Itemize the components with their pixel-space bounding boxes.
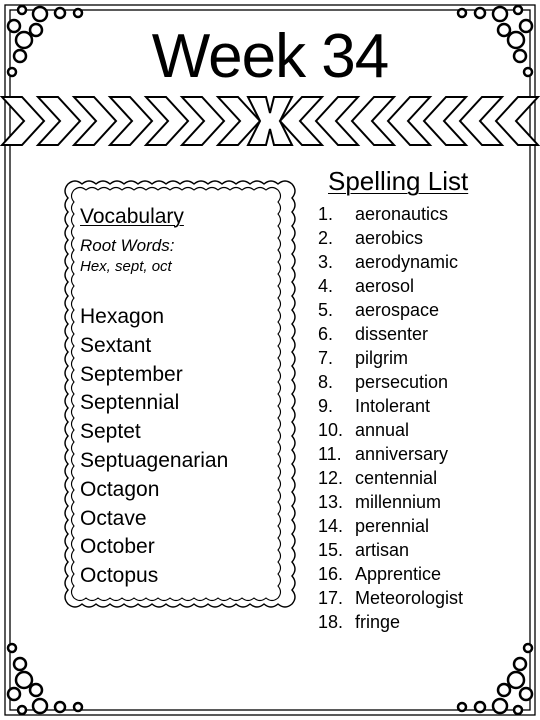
spelling-word: fringe — [355, 612, 401, 632]
spelling-item — [318, 538, 463, 562]
spelling-number: 4. — [318, 276, 334, 296]
vocabulary-heading: Vocabulary — [80, 205, 184, 228]
spelling-number: 14. — [318, 516, 344, 536]
spelling-item — [318, 586, 463, 610]
spelling-word: dissenter — [355, 324, 429, 344]
vocabulary-word: October — [80, 535, 155, 559]
spelling-word: Apprentice — [355, 564, 442, 584]
flower-corner-bottom-left-icon — [8, 644, 82, 714]
spelling-list-heading: Spelling List — [328, 166, 469, 196]
spelling-number: 17. — [318, 588, 344, 608]
spelling-item — [318, 346, 463, 370]
spelling-number: 9. — [318, 396, 334, 416]
spelling-number: 10. — [318, 420, 344, 440]
spelling-item — [318, 394, 463, 418]
spelling-word: anniversary — [355, 444, 449, 464]
vocabulary-word: Septennial — [80, 391, 180, 415]
spelling-number: 11. — [318, 444, 342, 464]
spelling-number: 13. — [318, 492, 344, 512]
spelling-word: pilgrim — [355, 348, 409, 368]
vocabulary-word: Septuagenarian — [80, 448, 229, 472]
spelling-number: 3. — [318, 252, 334, 272]
root-words-list: Hex, sept, oct — [80, 258, 172, 275]
root-words-label: Root Words: — [80, 236, 175, 255]
spelling-item — [318, 514, 463, 538]
spelling-word: annual — [355, 420, 410, 440]
vocabulary-word-list — [80, 303, 228, 591]
vocabulary-word: Octagon — [80, 477, 160, 501]
vocabulary-word: Septet — [80, 420, 141, 444]
spelling-number: 18. — [318, 612, 344, 632]
spelling-word: aerodynamic — [355, 252, 459, 272]
spelling-item — [318, 202, 463, 226]
spelling-item — [318, 370, 463, 394]
spelling-word: centennial — [355, 468, 438, 488]
spelling-item — [318, 466, 463, 490]
vocabulary-word: Octave — [80, 506, 147, 530]
chevron-banner — [0, 95, 540, 147]
spelling-word: aerosol — [355, 276, 415, 296]
spelling-item — [318, 322, 463, 346]
chevron-right-icon — [2, 97, 44, 145]
spelling-word-list — [318, 202, 463, 634]
spelling-word: aeronautics — [355, 204, 449, 224]
spelling-number: 7. — [318, 348, 334, 368]
vocabulary-word: Hexagon — [80, 305, 165, 328]
spelling-number: 15. — [318, 540, 344, 560]
page-title: Week 34 — [151, 22, 389, 91]
spelling-item — [318, 442, 463, 466]
spelling-word: perennial — [355, 516, 430, 536]
spelling-item — [318, 490, 463, 514]
spelling-item — [318, 250, 463, 274]
vocabulary-word: September — [80, 362, 183, 386]
spelling-item — [318, 274, 463, 298]
spelling-word: millennium — [355, 492, 442, 512]
spelling-number: 16. — [318, 564, 344, 584]
spelling-number: 1. — [318, 204, 334, 224]
spelling-number: 8. — [318, 372, 334, 392]
spelling-word: artisan — [355, 540, 410, 560]
spelling-word: persecution — [355, 372, 449, 392]
spelling-item — [318, 298, 463, 322]
spelling-word: aerospace — [355, 300, 440, 320]
spelling-number: 12. — [318, 468, 344, 488]
chevron-left-icon — [496, 97, 538, 145]
flower-corner-bottom-right-icon — [458, 644, 532, 714]
spelling-item — [318, 562, 463, 586]
spelling-number: 6. — [318, 324, 334, 344]
spelling-word: aerobics — [355, 228, 424, 248]
spelling-item — [318, 418, 463, 442]
spelling-word: Intolerant — [355, 396, 431, 416]
spelling-number: 5. — [318, 300, 334, 320]
spelling-item — [318, 226, 463, 250]
spelling-item — [318, 610, 463, 634]
vocabulary-word: Sextant — [80, 333, 152, 357]
spelling-word: Meteorologist — [355, 588, 464, 608]
vocabulary-word: Octopus — [80, 564, 159, 588]
spelling-number: 2. — [318, 228, 334, 248]
